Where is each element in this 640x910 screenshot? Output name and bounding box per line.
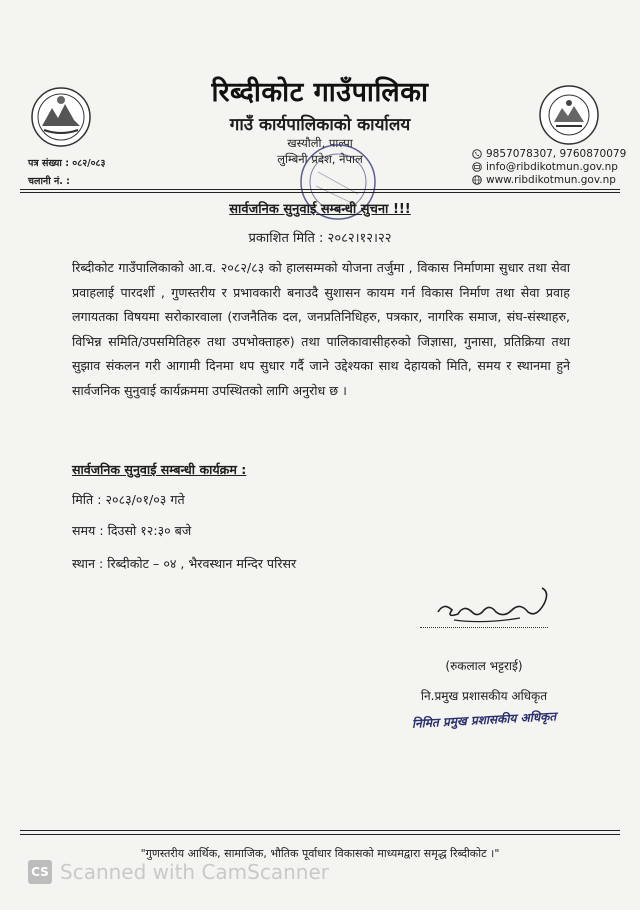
- watermark-text: Scanned with CamScanner: [60, 860, 329, 884]
- email-address[interactable]: info@ribdikotmun.gov.np: [486, 161, 618, 173]
- notice-body: रिब्दीकोट गाउँपालिकाको आ.व. २०८२/८३ को हालसम्मको योजना तर्जुमा , विकास निर्माणमा सुधार तथा सेवा प्रवाहलाई पारदर्शी , गुणस्तरीय र प्रभावकारी बनाउदै सुशासन कायम गर्न विकास निर्माण तथा सेवा प्रवाह लगायतका विषयमा सरोकारवाला (राजनैतिक दल, जनप्रतिनिधिहरु, पत्रकार, नागरिक समाज, संघ-संस्थाहरु, विभिन्न समिति/उपसमितिहरु तथा उपभोक्ताहरु) तथा पालिकावासीहरुको जिज्ञासा, गुनासा, प्रतिक्रिया तथा सुझाव संकलन गरी आगामी दिनमा थप सुधार गर्दै जाने उद्देश्यका साथ देहायको मिति, समय र स्थानमा हुने सार्वजनिक सुनुवाई कार्यक्रममा उपस्थितको लागि अनुरोध छ ।: [72, 260, 570, 398]
- signer-name: (रुकलाल भट्टराई): [445, 659, 523, 673]
- program-heading: सार्वजनिक सुनुवाई सम्बन्धी कार्यक्रम :: [72, 462, 247, 477]
- address-line-2: लुम्बिनी प्रदेश, नेपाल: [277, 152, 363, 166]
- municipality-title: रिब्दीकोट गाउँपालिका: [211, 77, 429, 108]
- contact-website: [472, 174, 616, 186]
- program-time: समय : दिउसो १२:३० बजे: [72, 523, 192, 538]
- published-date: प्रकाशित मिति : २०८२।१२।२२: [248, 231, 392, 246]
- contact-email: [472, 161, 618, 173]
- handwritten-signature: [424, 584, 554, 628]
- designation-stamp: निमित प्रमुख प्रशासकीय अधिकृत: [411, 709, 557, 731]
- globe-icon: [472, 175, 482, 185]
- website-url[interactable]: www.ribdikotmun.gov.np: [486, 174, 616, 186]
- address-line-1: खस्यौली, पाल्पा: [287, 136, 353, 150]
- notice-title: सार्वजनिक सुनुवाई सम्बन्धी सुचना !!!: [229, 202, 411, 217]
- phone-icon: [472, 149, 482, 159]
- phone-numbers: 9857078307, 9760870079: [486, 148, 627, 160]
- signer-title: नि.प्रमुख प्रशासकीय अधिकृत: [420, 689, 548, 703]
- footer-divider: [20, 830, 620, 831]
- footer-motto: "गुणस्तरीय आर्थिक, सामाजिक, भौतिक पूर्वाधार विकासको माध्यमद्वारा समृद्ध रिब्दीकोट ।": [140, 847, 500, 860]
- signature-line: [420, 627, 548, 628]
- scanner-watermark: [28, 860, 329, 884]
- dispatch-number: चलानी नं. :: [28, 176, 70, 187]
- header-divider-thin: [20, 192, 620, 193]
- program-venue: स्थान : रिब्दीकोट – ०४ , भैरवस्थान मन्दिर परिसर: [72, 556, 297, 571]
- program-date: मिति : २०८३/०१/०३ गते: [72, 492, 185, 507]
- email-icon: [472, 162, 482, 172]
- office-subtitle: गाउँ कार्यपालिकाको कार्यालय: [229, 115, 411, 135]
- letter-number: पत्र संख्या : ०८२/०८३: [28, 158, 106, 169]
- footer-divider-thin: [20, 834, 620, 835]
- header-divider: [20, 189, 620, 190]
- contact-phone: [472, 148, 626, 160]
- camscanner-logo-icon: CS: [28, 860, 52, 884]
